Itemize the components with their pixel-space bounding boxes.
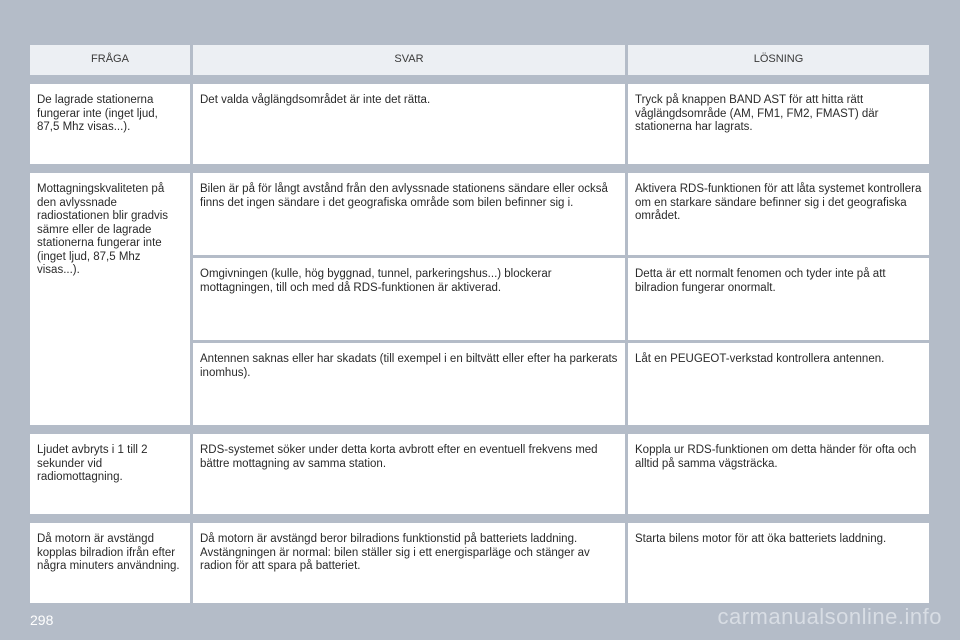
row-spacer <box>30 428 929 431</box>
solution-cell: Låt en PEUGEOT-verkstad kontrollera antennen. <box>628 343 929 425</box>
header-answer: SVAR <box>193 45 625 75</box>
row-spacer <box>30 517 929 520</box>
question-cell: De lagrade stationerna fungerar inte (inget ljud, 87,5 Mhz visas...). <box>30 84 190 164</box>
row-spacer <box>30 167 929 170</box>
solution-cell: Tryck på knappen BAND AST för att hitta rätt våglängdsområde (AM, FM1, FM2, FMAST) där stationerna har lagrats. <box>628 84 929 164</box>
answer-cell: RDS-systemet söker under detta korta avbrott efter en eventuell frekvens med bättre mottagning av samma station. <box>193 434 625 514</box>
answer-cell: Det valda våglängdsområdet är inte det rätta. <box>193 84 625 164</box>
troubleshooting-table <box>30 45 929 603</box>
solution-cell: Detta är ett normalt fenomen och tyder inte på att bilradion fungerar onormalt. <box>628 258 929 340</box>
watermark: carmanualsonline.info <box>717 604 942 629</box>
answer-cell: Bilen är på för långt avstånd från den avlyssnade stationens sändare eller också finns det ingen sändare i det geografiska område som bilen befinner sig i. <box>193 173 625 255</box>
question-cell: Då motorn är avstängd kopplas bilradion ifrån efter några minuters användning. <box>30 523 190 603</box>
answer-cell: Då motorn är avstängd beror bilradions funktionstid på batteriets laddning. Avstängningen är normal: bilen ställer sig i ett energisparläge och stänger av radion för att spara på batteriet. <box>193 523 625 603</box>
answer-cell: Omgivningen (kulle, hög byggnad, tunnel, parkeringshus...) blockerar mottagningen, till och med då RDS-funktionen är aktiverad. <box>193 258 625 340</box>
question-cell: Mottagningskvaliteten på den avlyssnade radiostationen blir gradvis sämre eller de lagrade stationerna fungerar inte (inget ljud, 87,5 Mhz visas...). <box>30 173 190 425</box>
header-question: FRÅGA <box>30 45 190 75</box>
question-cell: Ljudet avbryts i 1 till 2 sekunder vid radiomottagning. <box>30 434 190 514</box>
answer-cell: Antennen saknas eller har skadats (till exempel i en biltvätt eller efter ha parkerats inomhus). <box>193 343 625 425</box>
solution-cell: Starta bilens motor för att öka batteriets laddning. <box>628 523 929 603</box>
page-number: 298 <box>30 612 54 628</box>
header-solution: LÖSNING <box>628 45 929 75</box>
solution-cell: Aktivera RDS-funktionen för att låta systemet kontrollera om en starkare sändare befinner sig i det geografiska området. <box>628 173 929 255</box>
row-spacer <box>30 78 929 81</box>
solution-cell: Koppla ur RDS-funktionen om detta händer för ofta och alltid på samma vägsträcka. <box>628 434 929 514</box>
